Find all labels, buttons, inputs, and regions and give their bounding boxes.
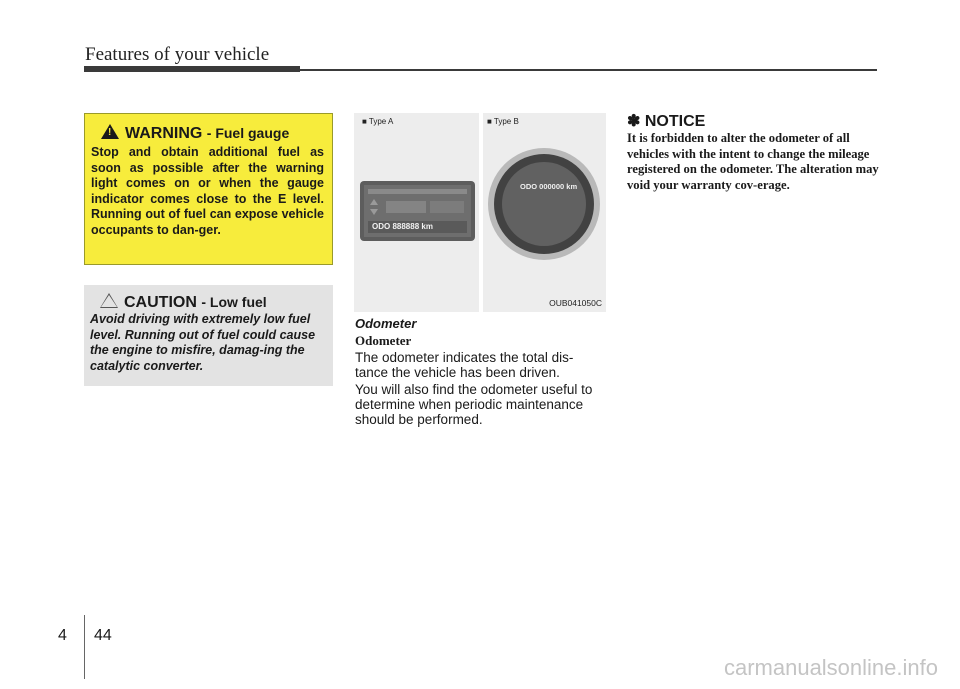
warning-triangle-icon [101,124,119,139]
page-number: 44 [94,627,112,644]
caution-label: CAUTION [124,294,197,311]
notice-text: It is forbidden to alter the odometer of all vehicles with the intent to change the mileage registered on the odometer. The alteration may void your warranty cov-erage. [627,131,879,192]
type-a-label: ■ Type A [362,117,394,126]
type-b-odometer-readout: ODO 000000 km [520,182,578,191]
warning-subtitle: - Fuel gauge [206,125,290,141]
type-b-gauge-image [488,148,600,260]
caution-triangle-icon [100,293,118,308]
figure-code: OUB041050C [549,298,602,308]
caution-text: Avoid driving with extremely low fuel level. Running out of fuel could cause the engine to misfire, damag-ing the catalytic converter. [90,312,316,373]
figure-divider [479,113,483,312]
page-header-title: Features of your vehicle [85,44,270,65]
header-rule-thin [300,69,877,71]
warning-text: Stop and obtain additional fuel as soon as possible after the warning light comes on or when the gauge indicator comes close to the E level. Running out of fuel can expose vehicle occupants to dan-ger. [91,145,324,237]
type-b-label: ■ Type B [487,117,519,126]
caution-heading [100,293,267,312]
warning-label: WARNING [125,125,203,142]
chapter-number: 4 [58,627,67,644]
caution-subtitle: - Low fuel [201,294,267,310]
odometer-paragraph-1: The odometer indicates the total dis-tance the vehicle has been driven. [355,350,574,380]
odometer-paragraph-2: You will also find the odometer useful to determine when periodic maintenance should be performed. [355,382,593,427]
notice-title: ✽ NOTICE [627,113,706,130]
odometer-figure [354,113,606,312]
warning-box [84,113,333,265]
watermark: carmanualsonline.info [723,655,938,680]
odometer-subheading: Odometer [355,333,412,348]
type-a-odometer-readout: ODO 888888 km [372,222,433,231]
odometer-heading: Odometer [355,316,417,331]
warning-heading [101,124,289,143]
header-rule-thick [84,66,300,72]
footer-divider [84,615,85,679]
type-a-cluster-image [360,181,475,241]
caution-box [84,285,333,386]
